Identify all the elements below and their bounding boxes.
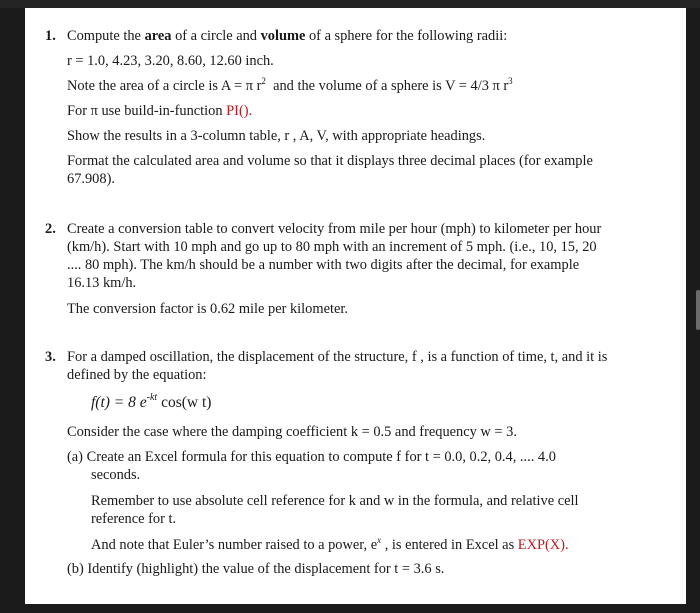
q3-equation: f(t) = 8 $e^{-kt}$ cos(w t)	[91, 392, 212, 411]
question-number: 2.	[45, 221, 56, 237]
bold-volume: volume	[260, 28, 306, 44]
q3-consider: Consider the case where the damping coefficient k = 0.5 and frequency w = 3.	[67, 424, 517, 440]
q1-pi: For π use build-in-function PI().	[67, 103, 253, 119]
q1-radii: r = 1.0, 4.23, 3.20, 8.60, 12.60 inch.	[67, 53, 274, 69]
top-frame	[0, 0, 700, 8]
q2-line: .... 80 mph). The km/h should be a number with two digits after the decimal, for example	[67, 257, 580, 273]
q3-part-a-2: seconds.	[91, 467, 141, 483]
question-number: 1.	[45, 28, 56, 44]
q3-part-b: (b) Identify (highlight) the value of the displacement for t = 3.6 s.	[67, 561, 445, 577]
q3-part-a: (a) Create an Excel formula for this equation to compute f for t = 0.0, 0.2, 0.4, .... 4.0	[67, 449, 556, 465]
q3-line-1: For a damped oscillation, the displacement of the structure, f , is a function of time, t, and it is	[67, 349, 608, 365]
q1-format-1: Format the calculated area and volume so that it displays three decimal places (for example	[67, 153, 593, 169]
q2-line: (km/h). Start with 10 mph and go up to 80 mph with an increment of 5 mph. (i.e., 10, 15, 20	[67, 239, 597, 255]
q3-remember-2: reference for t.	[91, 511, 177, 527]
q1-show: Show the results in a 3-column table, r , A, V, with appropriate headings.	[67, 128, 486, 144]
q2-line: 16.13 km/h.	[67, 275, 137, 291]
q1-format-2: 67.908).	[67, 171, 115, 187]
q1-intro: Compute the area of a circle and volume of a sphere for the following radii:	[67, 28, 508, 44]
q2-line: Create a conversion table to convert velocity from mile per hour (mph) to kilometer per hour	[67, 221, 602, 237]
bold-area: area	[144, 28, 172, 44]
q3-line-2: defined by the equation:	[67, 367, 207, 383]
q3-euler: And note that Euler’s number raised to a power, $e^x$ , is entered in Excel as EXP(X).	[91, 535, 569, 553]
q1-note: Note the area of a circle is A = π $r^2$ and the volume of a sphere is V = 4/3 π $r^3$	[67, 76, 513, 94]
scrollbar-thumb[interactable]	[696, 290, 700, 330]
pi-function: PI().	[226, 103, 253, 119]
q2-conversion: The conversion factor is 0.62 mile per kilometer.	[67, 301, 348, 317]
exp-function: EXP(X).	[517, 537, 569, 553]
q3-remember-1: Remember to use absolute cell reference for k and w in the formula, and relative cell	[91, 493, 579, 509]
document-page	[25, 8, 686, 604]
question-number: 3.	[45, 349, 56, 365]
